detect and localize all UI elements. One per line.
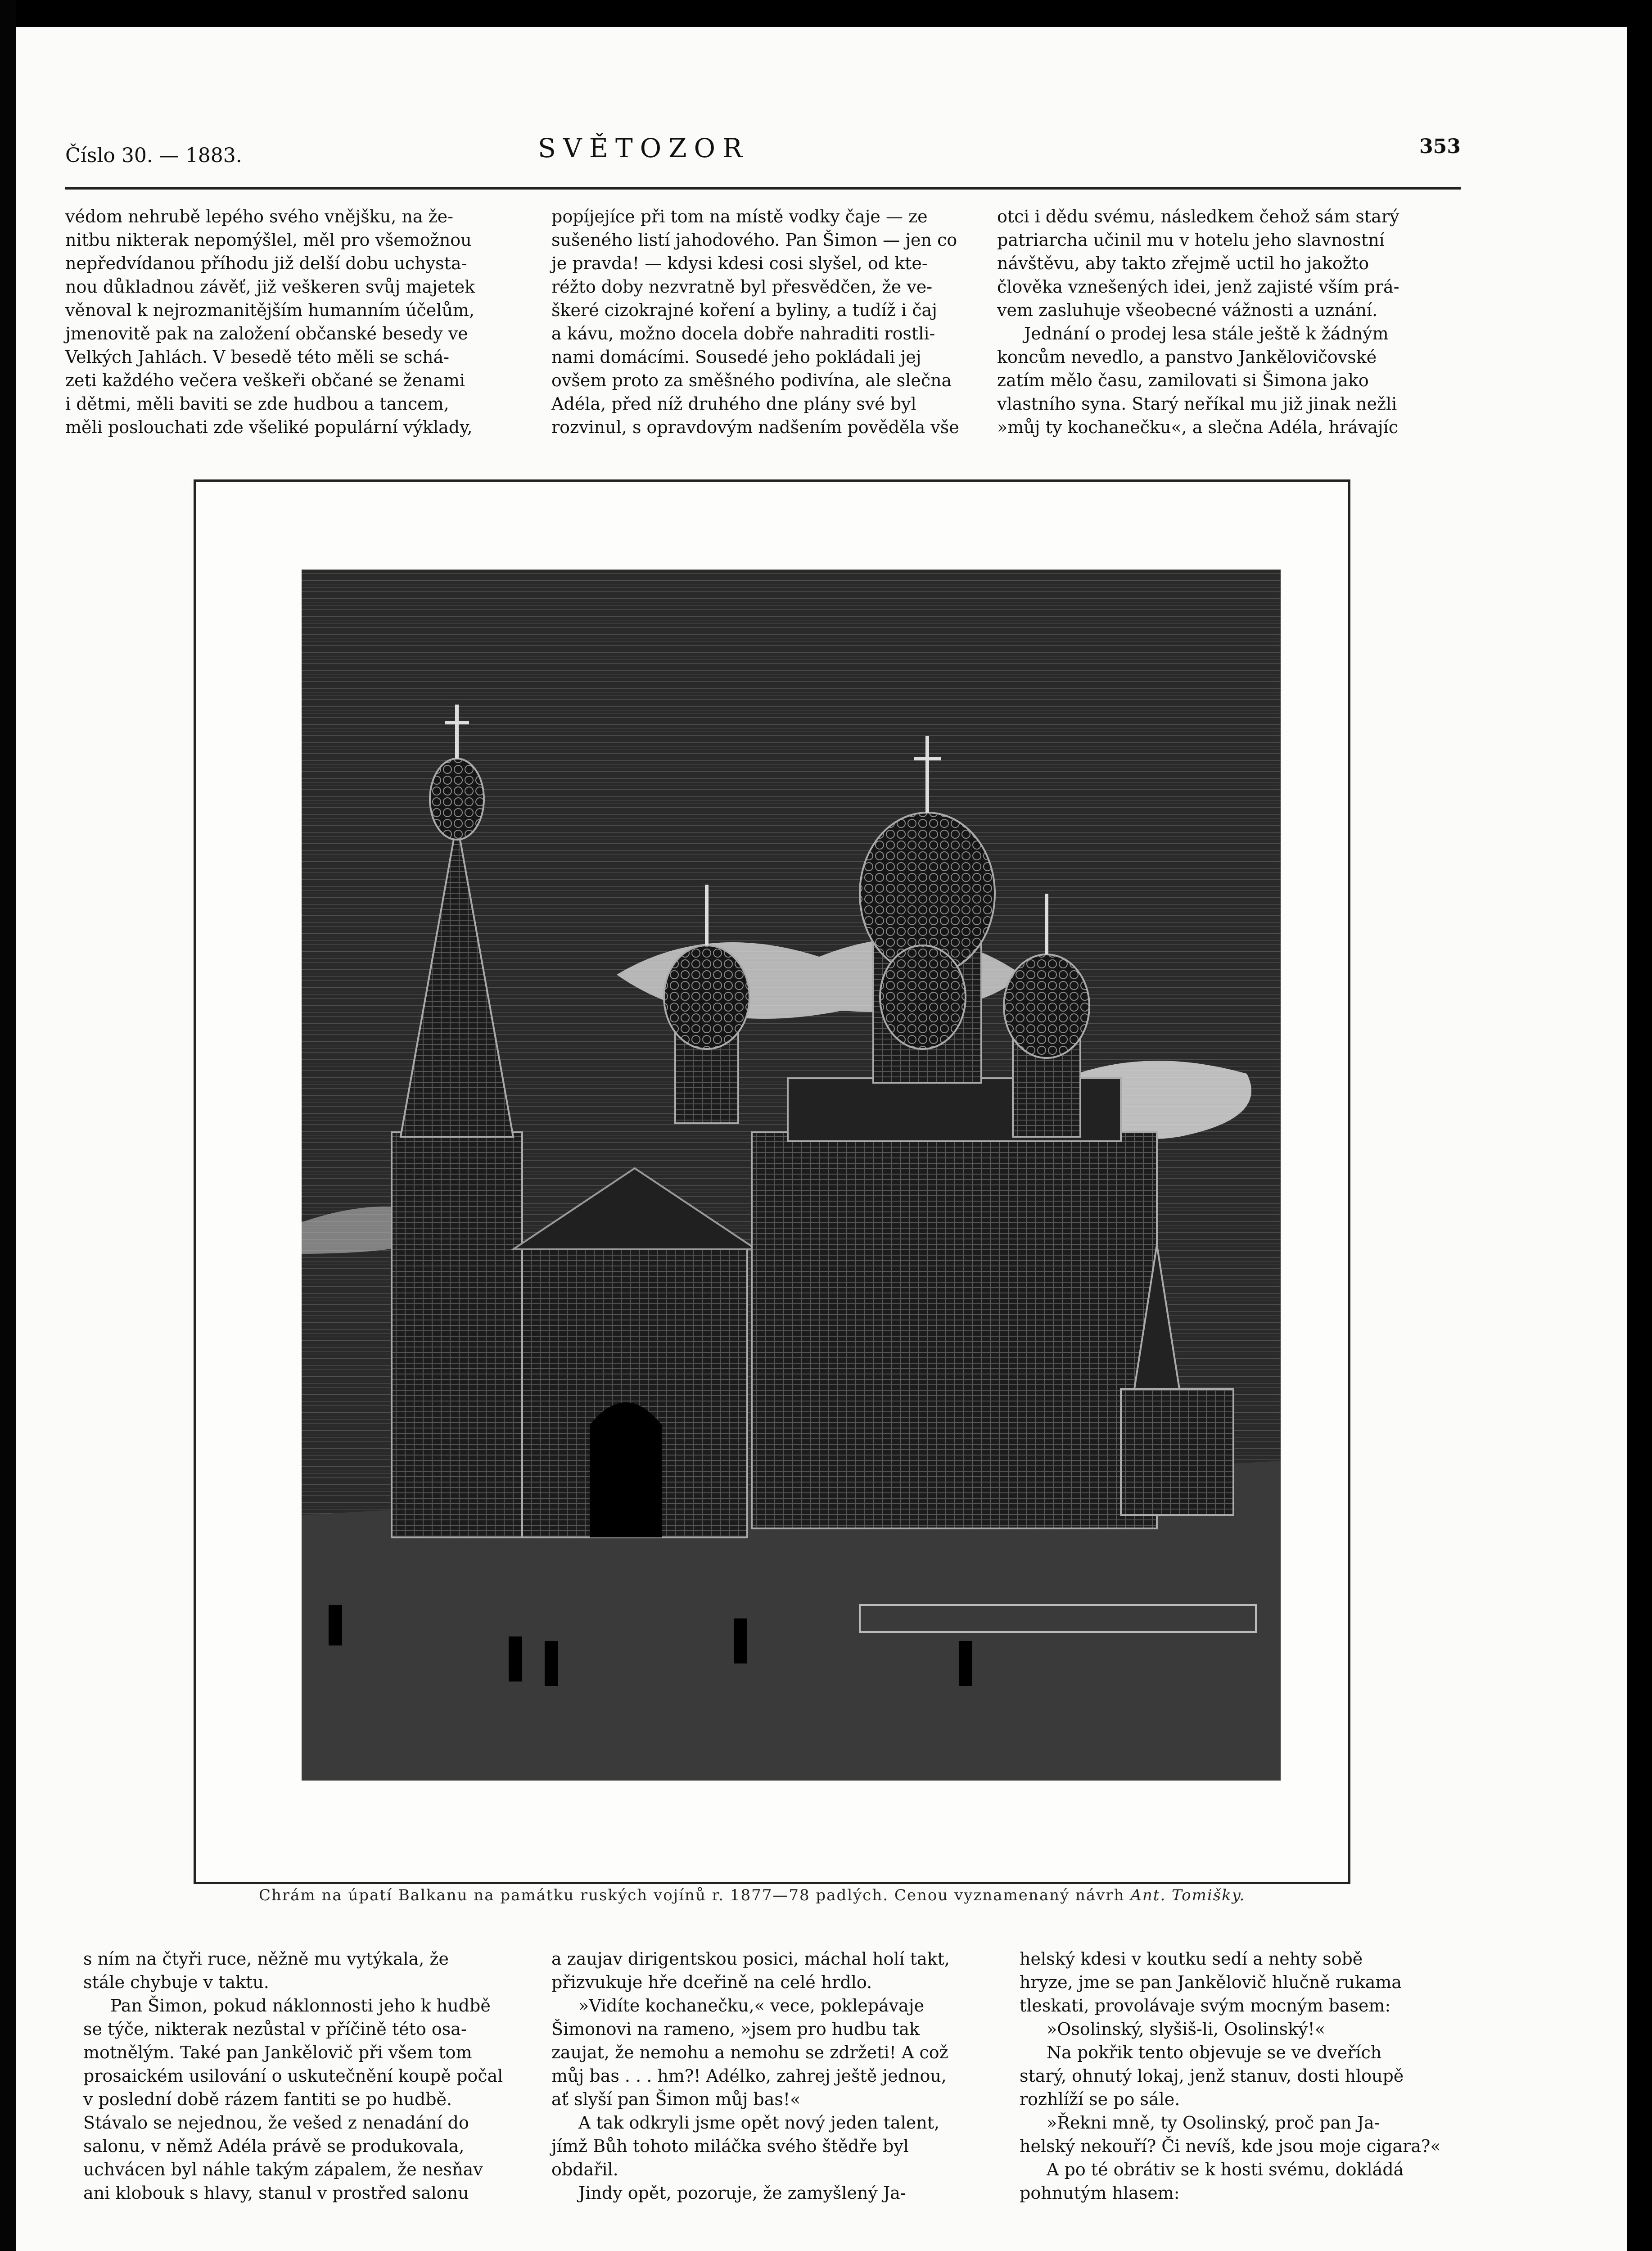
text-line: sušeného listí jahodového. Pan Šimon — jen co: [551, 230, 957, 250]
text-line: védom nehrubě lepého svého vnějšku, na že-: [65, 207, 453, 226]
text-line: návštěvu, aby takto zřejmě uctil ho jakožto: [997, 253, 1369, 273]
text-line: hryze, jme se pan Jankělovič hlučně rukama: [1020, 1972, 1402, 1992]
text-line: zeti každého večera veškeři občané se ženami: [65, 371, 465, 390]
top-column-3: [997, 205, 1461, 439]
header-rule: [65, 187, 1461, 190]
text-line: Jindy opět, pozoruje, že zamyšlený Ja-: [578, 2183, 906, 2203]
issue-number: Číslo 30. — 1883.: [65, 144, 242, 167]
text-line: ani klobouk s hlavy, stanul v prostřed salonu: [83, 2183, 469, 2203]
text-line: rozvinul, s opravdovým nadšením pověděla vše: [551, 417, 959, 437]
text-line: Na pokřik tento objevuje se ve dveřích: [1047, 2043, 1382, 2062]
text-line: a zaujav dirigentskou posici, máchal holí takt,: [551, 1949, 950, 1969]
text-line: se týče, nikterak nezůstal v příčině této osa-: [83, 2019, 467, 2039]
text-line: Adéla, před níž druhého dne plány své byl: [551, 394, 916, 414]
text-line: starý, ohnutý lokaj, jenž stanuv, dosti hloupě: [1020, 2066, 1404, 2086]
page-number: 353: [1419, 135, 1461, 158]
text-line: vem zasluhuje všeobecné vážnosti a uznání.: [997, 300, 1378, 320]
text-line: helský nekouří? Či nevíš, kde jsou moje cigara?«: [1020, 2136, 1441, 2156]
text-line: Stávalo se nejednou, že vešed z nenadání do: [83, 2113, 469, 2133]
text-line: člověka vznešených idei, jenž zajisté vším prá-: [997, 277, 1399, 297]
caption-note: Cenou vyznamenaný návrh: [894, 1886, 1125, 1904]
text-line: přizvukuje hře dceřině na celé hrdlo.: [551, 1972, 872, 1992]
text-line: Jednání o prodej lesa stále ještě k žádným: [1024, 324, 1389, 344]
text-line: a kávu, možno docela dobře nahraditi rostli-: [551, 324, 935, 344]
church-engraving-drawing: [302, 570, 1281, 1781]
text-line: patriarcha učinil mu v hotelu jeho slavnostní: [997, 230, 1385, 250]
running-header: [65, 126, 1461, 176]
magazine-page: [16, 27, 1627, 2251]
text-line: pohnutým hlasem:: [1020, 2183, 1180, 2203]
text-line: stále chybuje v taktu.: [83, 1972, 269, 1992]
text-line: je pravda! — kdysi kdesi cosi slyšel, od kte-: [551, 253, 928, 273]
church-engraving: [302, 570, 1281, 1781]
caption-main: Chrám na úpatí Balkanu na památku ruských vojínů r. 1877—78 padlých.: [259, 1886, 889, 1904]
text-line: nepředvídanou příhodu již delší dobu uchysta-: [65, 253, 467, 273]
text-line: »můj ty kochanečku«, a slečna Adéla, hrávajíc: [997, 417, 1399, 437]
text-line: jmenovitě pak na založení občanské besedy ve: [65, 324, 468, 344]
text-line: Šimonovi na rameno, »jsem pro hudbu tak: [551, 2019, 920, 2039]
text-line: prosaickém usilování o uskutečnění koupě počal: [83, 2066, 503, 2086]
text-line: nitbu nikterak nepomýšlel, měl pro všemožnou: [65, 230, 472, 250]
text-line: zaujat, že nemohu a nemohu se zdržeti! A což: [551, 2043, 948, 2062]
top-column-2: [551, 205, 975, 439]
text-line: uchvácen byl náhle takým zápalem, že nesňav: [83, 2160, 483, 2179]
text-line: obdařil.: [551, 2160, 618, 2179]
text-line: otci i dědu svému, následkem čehož sám starý: [997, 207, 1399, 226]
text-line: Pan Šimon, pokud náklonnosti jeho k hudbě: [110, 1996, 491, 2016]
text-line: »Osolinský, slyšiš-li, Osolinský!«: [1047, 2019, 1326, 2039]
text-line: i dětmi, měli baviti se zde hudbou a tancem,: [65, 394, 449, 414]
left-page-edge: [0, 0, 16, 2251]
text-line: ať slyší pan Šimon můj bas!«: [551, 2089, 801, 2109]
text-line: ovšem proto za směšného podivína, ale slečna: [551, 371, 952, 390]
magazine-title: SVĚTOZOR: [538, 133, 749, 163]
text-line: škeré cizokrajné koření a byliny, a tudíž i čaj: [551, 300, 937, 320]
text-line: měli poslouchati zde všeliké populární výklady,: [65, 417, 473, 437]
text-line: helský kdesi v koutku sedí a nehty sobě: [1020, 1949, 1363, 1969]
bottom-column-1: [83, 1947, 520, 2205]
caption-author: Ant. Tomišky.: [1130, 1886, 1246, 1904]
text-line: zatím mělo času, zamilovati si Šimona jako: [997, 371, 1369, 390]
illustration-frame: [194, 479, 1350, 1884]
text-line: můj bas . . . hm?! Adélko, zahrej ještě jednou,: [551, 2066, 947, 2086]
text-line: motnělým. Také pan Jankělovič při všem tom: [83, 2043, 472, 2062]
top-column-1: [65, 205, 529, 439]
text-line: s ním na čtyři ruce, něžně mu vytýkala, že: [83, 1949, 449, 1969]
bottom-column-2: [551, 1947, 993, 2205]
text-line: salonu, v němž Adéla právě se produkovala,: [83, 2136, 465, 2156]
text-line: koncům nevedlo, a panstvo Jankělovičovské: [997, 347, 1377, 367]
text-line: věnoval k nejrozmanitějším humanním účelům,: [65, 300, 475, 320]
text-line: »Vidíte kochanečku,« vece, poklepávaje: [578, 1996, 925, 2016]
text-line: popíjejíce při tom na místě vodky čaje — ze: [551, 207, 928, 226]
text-line: A tak odkryli jsme opět nový jeden talent,: [578, 2113, 940, 2133]
text-line: Velkých Jahlách. V besedě této měli se schá-: [65, 347, 449, 367]
text-line: v poslední době rázem fantiti se po hudbě.: [83, 2089, 452, 2109]
bottom-column-3: [1020, 1947, 1465, 2205]
illustration-caption: [259, 1886, 1384, 1904]
text-line: A po té obrátiv se k hosti svému, dokládá: [1047, 2160, 1404, 2179]
text-line: réžto doby nezvratně byl přesvědčen, že ve-: [551, 277, 933, 297]
text-line: »Řekni mně, ty Osolinský, proč pan Ja-: [1047, 2113, 1380, 2133]
text-line: nou důkladnou závěť, již veškeren svůj majetek: [65, 277, 475, 297]
text-line: jímž Bůh tohoto miláčka svého štědře byl: [551, 2136, 909, 2156]
text-line: tleskati, provolávaje svým mocným basem:: [1020, 1996, 1391, 2016]
text-line: vlastního syna. Starý neříkal mu již jinak nežli: [997, 394, 1397, 414]
text-line: rozhlíží se po sále.: [1020, 2089, 1180, 2109]
text-line: nami domácími. Sousedé jeho pokládali jej: [551, 347, 921, 367]
